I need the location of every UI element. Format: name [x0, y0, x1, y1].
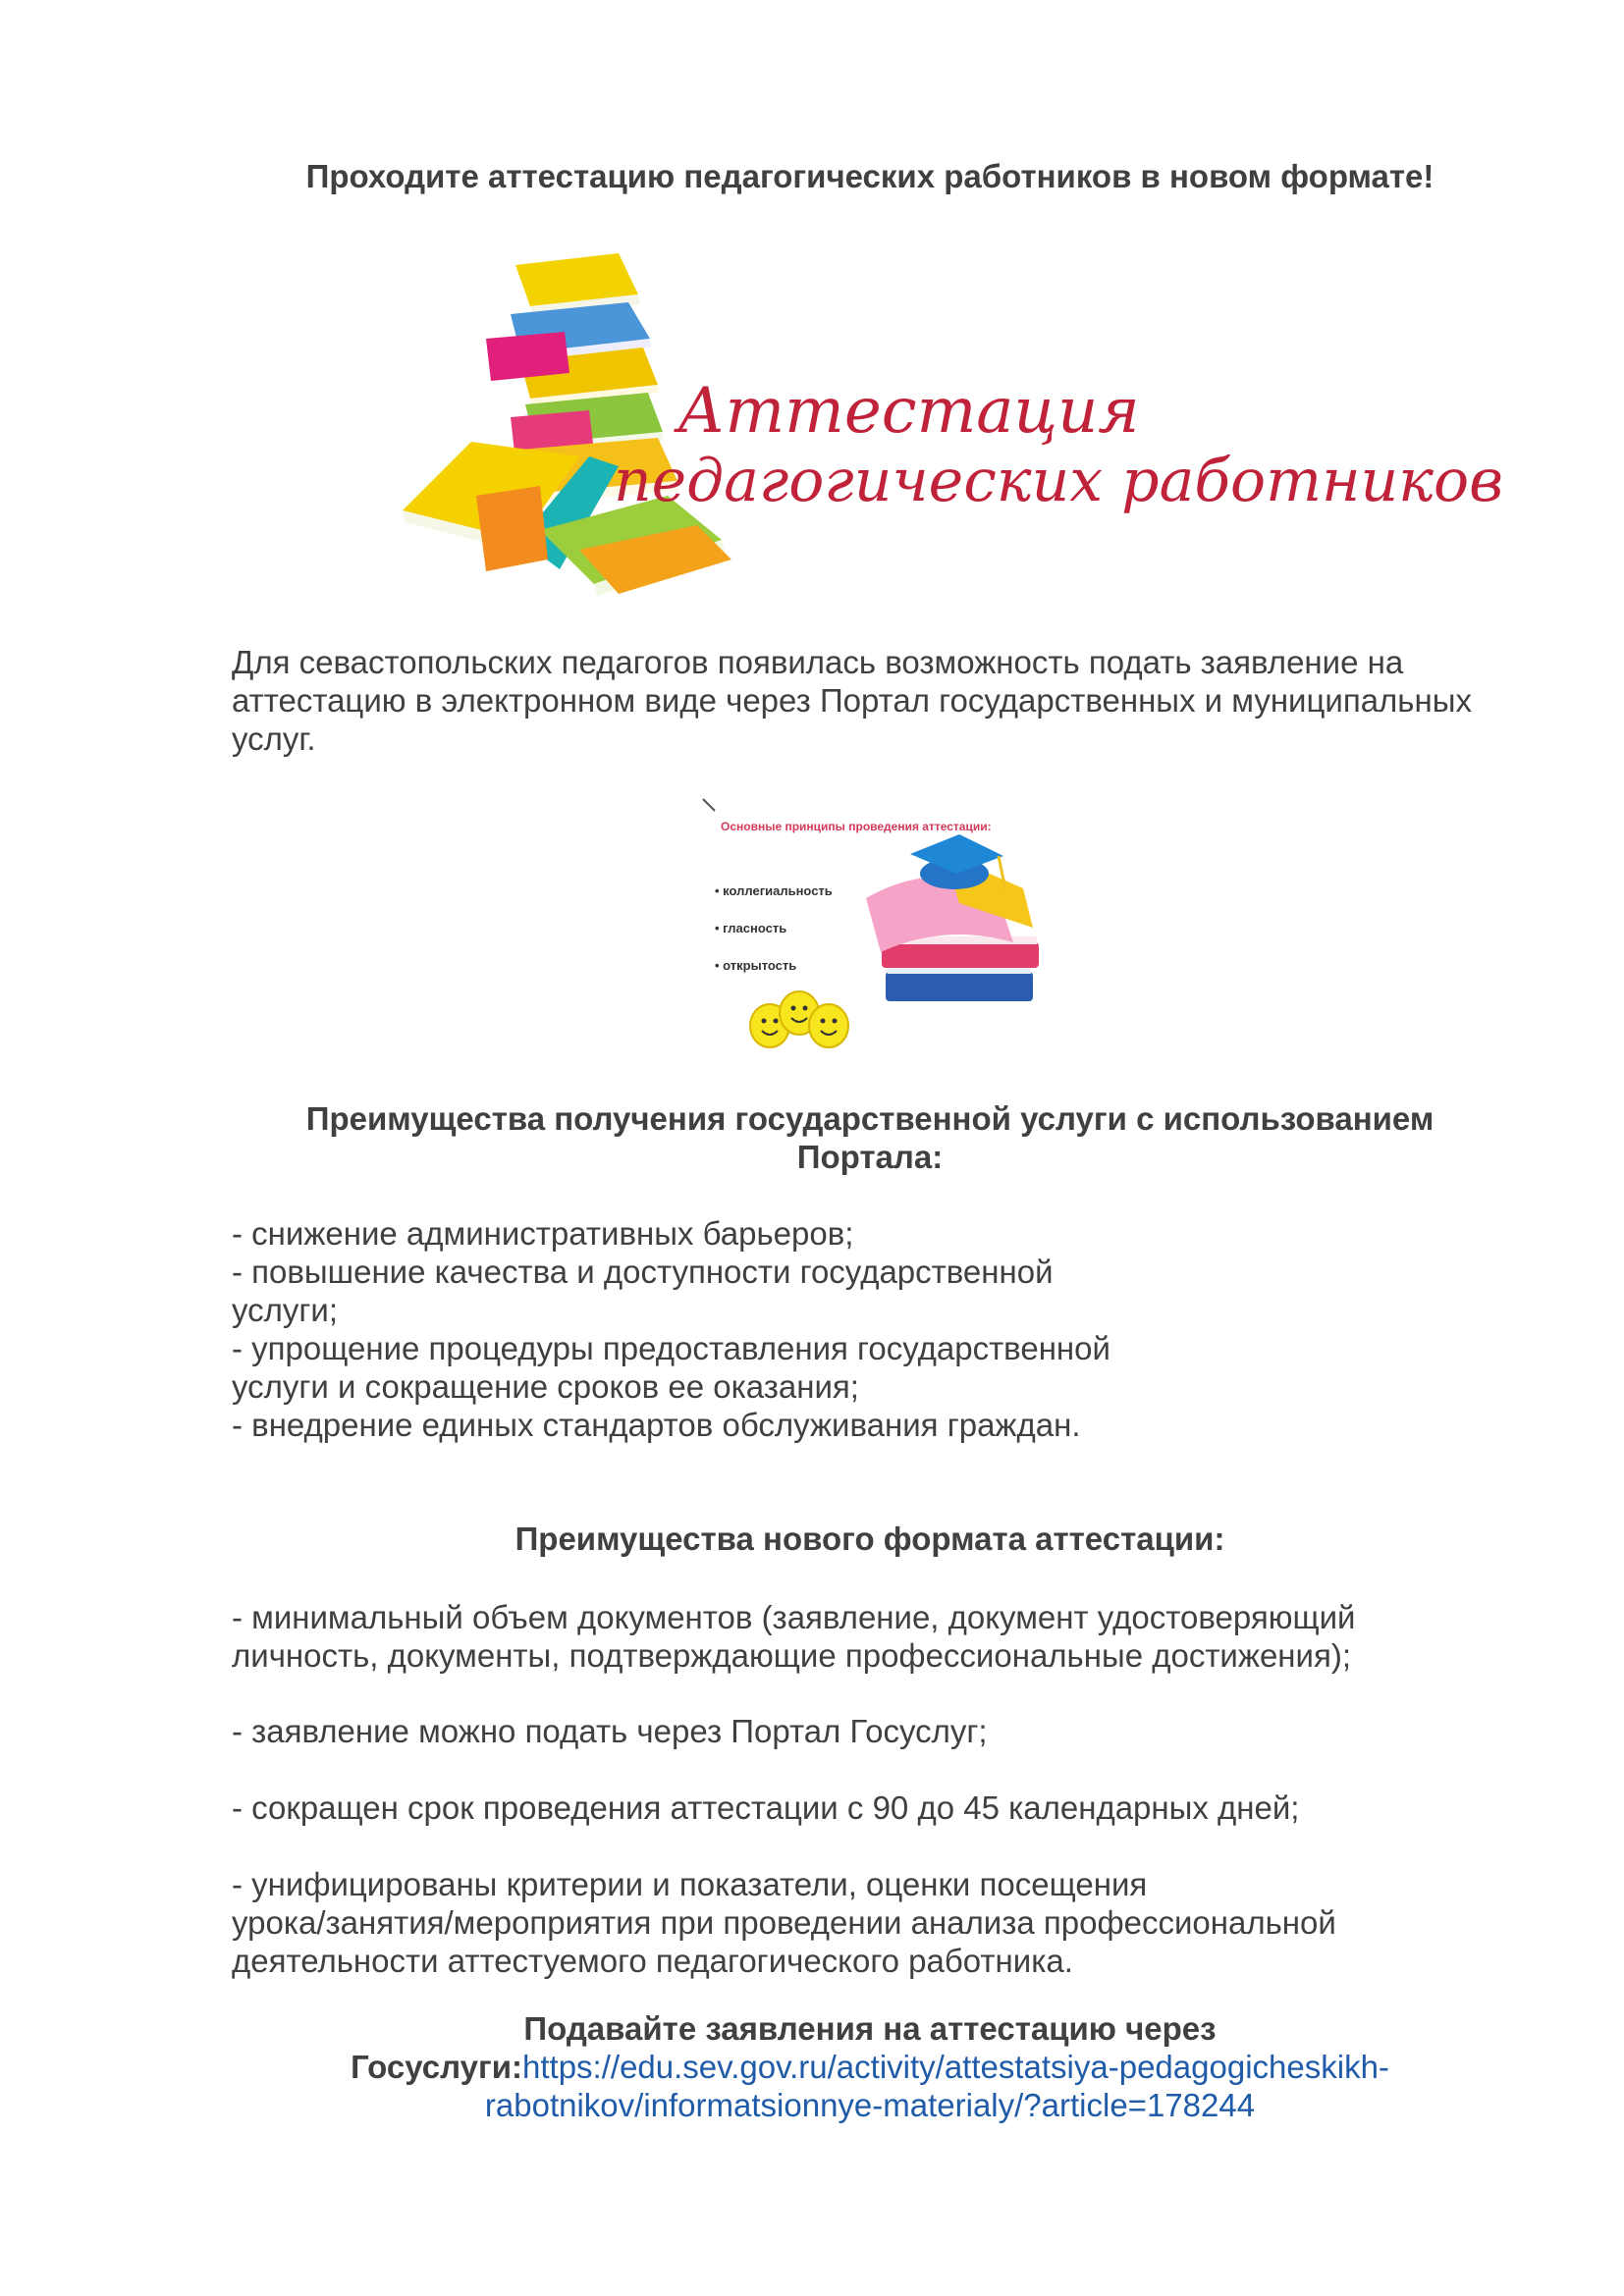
section2-item: [232, 1598, 1547, 1675]
smiley-faces-icon: [750, 991, 848, 1047]
attestation-link-continued[interactable]: rabotnikov/informatsionnye-materialy/?article=178244: [484, 2087, 1256, 2123]
intro-paragraph: [232, 643, 1547, 758]
footer-call-to-action: [232, 2009, 1508, 2124]
footer-line: [232, 2048, 1508, 2086]
banner-title-line2: педагогических работников: [614, 447, 1504, 515]
graduation-books-icon: [866, 834, 1039, 1001]
list-item: - заявление можно подать через Портал Госуслуг;: [232, 1713, 988, 1749]
principle-item: • гласность: [715, 921, 787, 935]
intro-line: аттестацию в электронном виде через Портал государственных и муниципальных: [232, 682, 1472, 719]
list-item: - сокращен срок проведения аттестации с 90 до 45 календарных дней;: [232, 1789, 1300, 1826]
page-title: Проходите аттестацию педагогических работников в новом формате!: [305, 158, 1435, 194]
section2-item: [232, 1865, 1547, 1980]
attestation-link[interactable]: https://edu.sev.gov.ru/activity/attestatsiya-pedagogicheskikh-: [522, 2049, 1389, 2085]
principles-image: [699, 795, 1082, 1055]
footer-line: Подавайте заявления на аттестацию через: [523, 2010, 1217, 2047]
list-item: услуги;: [232, 1292, 339, 1328]
section1-heading: [232, 1099, 1508, 1176]
list-item: - минимальный объем документов (заявление, документ удостоверяющий: [232, 1599, 1356, 1635]
principle-item: • коллегиальность: [715, 883, 833, 898]
list-item: деятельности аттестуемого педагогического работника.: [232, 1943, 1073, 1979]
intro-line: услуг.: [232, 721, 316, 757]
list-item: - повышение качества и доступности государственной: [232, 1254, 1054, 1290]
footer-line: [232, 2086, 1508, 2124]
list-item: личность, документы, подтверждающие профессиональные достижения);: [232, 1637, 1351, 1674]
attestation-banner-image: [393, 245, 1504, 609]
list-item: - унифицированы критерии и показатели, оценки посещения: [232, 1866, 1148, 1902]
section1-heading-line: Портала:: [796, 1139, 944, 1175]
section1-heading-line: Преимущества получения государственной услуги с использованием: [305, 1100, 1435, 1137]
banner-title-line1: Аттестация: [677, 375, 1140, 448]
principle-item: • открытость: [715, 958, 797, 973]
section2-item: [232, 1789, 1547, 1827]
footer-label: Госуслуги:: [351, 2049, 523, 2085]
intro-line: Для севастопольских педагогов появилась возможность подать заявление на: [232, 644, 1404, 680]
list-item: - упрощение процедуры предоставления государственной: [232, 1330, 1110, 1366]
list-item: - снижение административных барьеров;: [232, 1215, 854, 1252]
section2-item: [232, 1712, 1547, 1750]
list-item: услуги и сокращение сроков ее оказания;: [232, 1368, 859, 1405]
list-item: урока/занятия/мероприятия при проведении анализа профессиональной: [232, 1904, 1336, 1941]
section2-heading: Преимущества нового формата аттестации:: [514, 1521, 1225, 1557]
section1-list: [232, 1214, 1547, 1444]
list-item: - внедрение единых стандартов обслуживания граждан.: [232, 1407, 1081, 1443]
principles-title: Основные принципы проведения аттестации:: [721, 820, 992, 833]
